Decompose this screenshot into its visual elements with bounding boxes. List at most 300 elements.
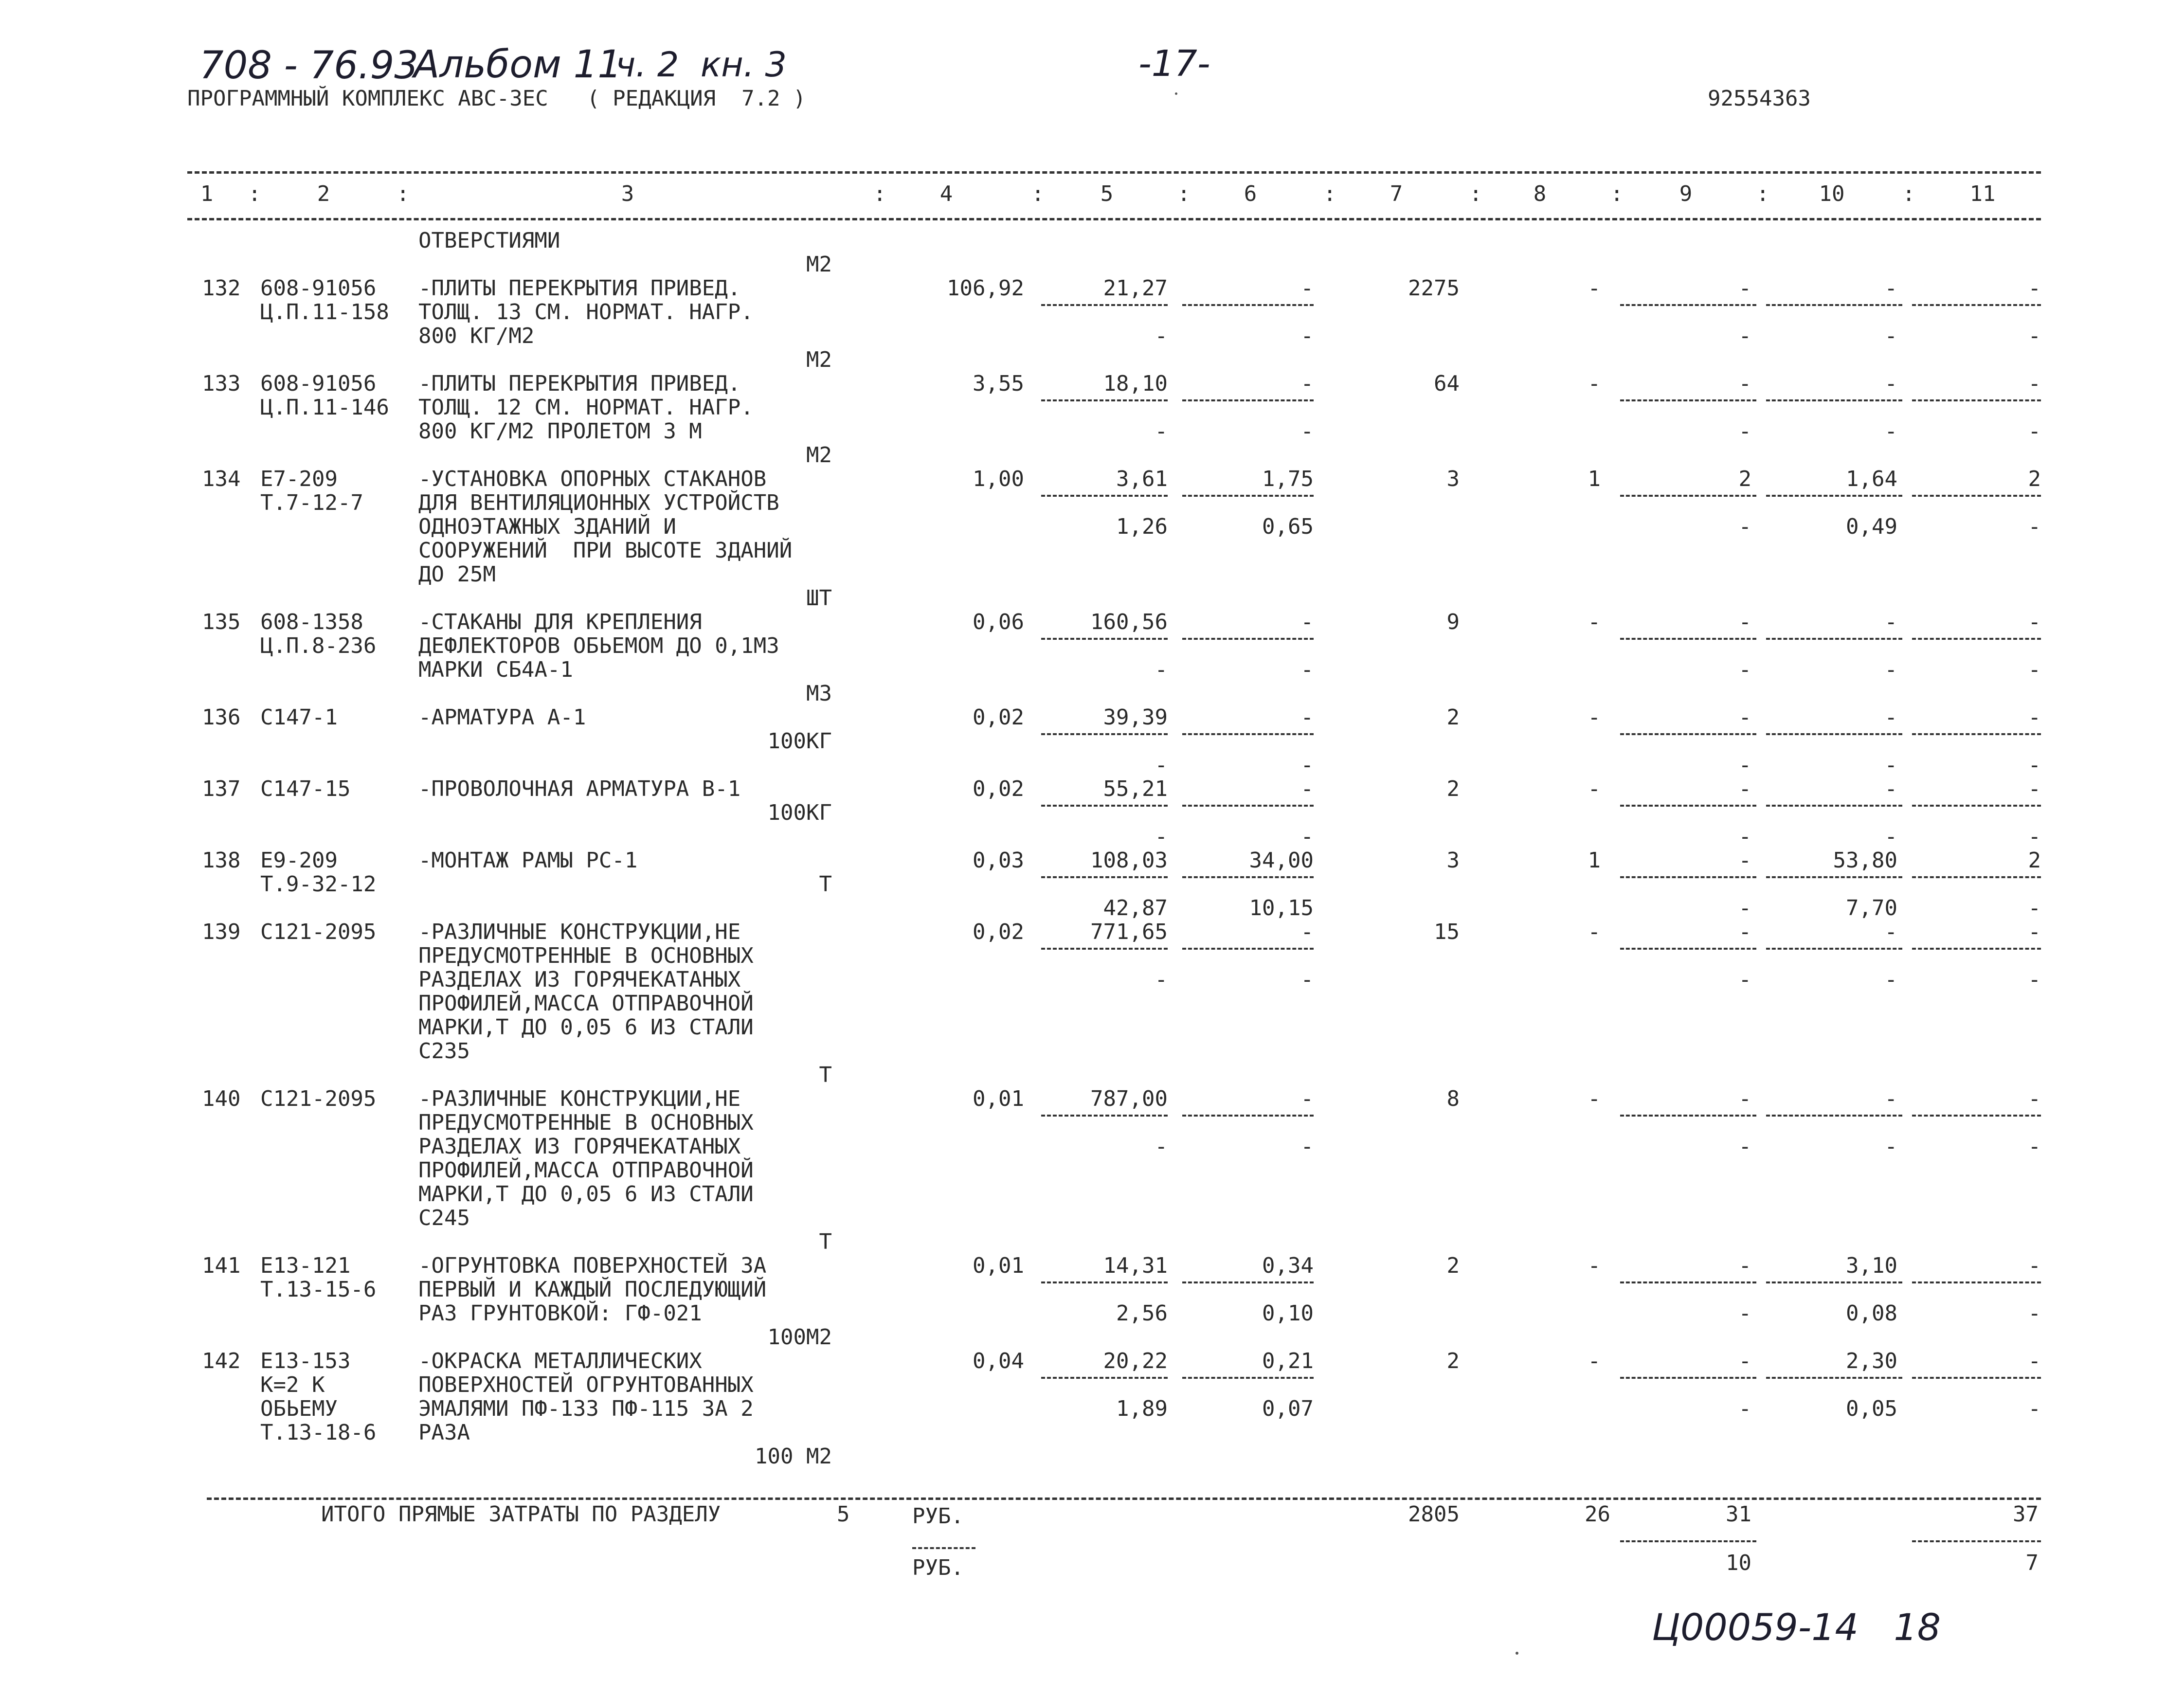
value-separator — [1041, 948, 1168, 950]
value-separator — [1912, 638, 2041, 640]
row-quantity: 0,04 — [973, 1349, 1024, 1373]
row-c9-lower: - — [1738, 1301, 1751, 1326]
row-c6-upper: 34,00 — [1249, 848, 1314, 873]
row-code: С147-1 — [260, 705, 338, 730]
row-c6-lower: - — [1300, 419, 1314, 444]
row-col7: 2 — [1446, 1253, 1460, 1278]
row-col7: 9 — [1446, 610, 1460, 634]
row-c11-upper: - — [2028, 1349, 2041, 1373]
row-c9-upper: - — [1738, 848, 1751, 873]
value-separator — [1912, 495, 2041, 497]
value-separator — [1766, 399, 1902, 401]
column-header: 9 — [1679, 181, 1693, 206]
row-c9-lower: - — [1738, 1396, 1751, 1421]
row-c5-upper: 20,22 — [1103, 1349, 1168, 1373]
table-top-rule — [187, 171, 2041, 174]
row-c5-upper: 18,10 — [1103, 371, 1168, 396]
row-description: С235 — [418, 1039, 470, 1064]
row-c6-upper: - — [1300, 371, 1314, 396]
row-c10-lower: - — [1884, 824, 1897, 849]
handwritten-code: 708 - 76.93 — [199, 44, 418, 88]
row-c9-lower: - — [1738, 896, 1751, 920]
row-c5-lower: - — [1155, 419, 1168, 444]
row-c6-upper: 0,21 — [1262, 1349, 1314, 1373]
value-separator — [1912, 304, 2041, 306]
value-separator — [1912, 733, 2041, 735]
row-c5-lower: 1,26 — [1116, 514, 1168, 539]
total-col7: 2805 — [1408, 1502, 1460, 1527]
row-code: Е9-209 — [260, 848, 338, 873]
row-code: 608-91056 — [260, 276, 377, 301]
row-code: Е7-209 — [260, 467, 338, 491]
row-c5-lower: - — [1155, 657, 1168, 682]
row-description: -ПЛИТЫ ПЕРЕКРЫТИЯ ПРИВЕД. — [418, 371, 741, 396]
row-description: -РАЗЛИЧНЫЕ КОНСТРУКЦИИ,НЕ — [418, 920, 741, 944]
row-c10-lower: - — [1884, 967, 1897, 992]
row-c9-upper: - — [1738, 920, 1751, 944]
column-header: 5 — [1100, 181, 1114, 206]
row-c11-lower: - — [2028, 896, 2041, 920]
row-c11-upper: - — [2028, 1253, 2041, 1278]
row-c5-lower: - — [1155, 1134, 1168, 1159]
row-c5-lower: 1,89 — [1116, 1396, 1168, 1421]
value-separator — [1182, 733, 1314, 735]
row-number: 141 — [202, 1253, 241, 1278]
column-separator: : — [1031, 181, 1045, 206]
row-c10-upper: - — [1884, 371, 1897, 396]
row-c5-upper: 39,39 — [1103, 705, 1168, 730]
row-number: 139 — [202, 920, 241, 944]
footer-handwritten-code: Ц00059-14 18 — [1652, 1606, 1941, 1649]
row-description: ПРЕДУСМОТРЕННЫЕ В ОСНОВНЫХ — [418, 943, 754, 968]
row-code: ОБЬЕМУ — [260, 1396, 338, 1421]
value-separator — [1041, 304, 1168, 306]
row-col8: - — [1588, 1253, 1601, 1278]
row-c11-upper: 2 — [2028, 467, 2041, 491]
value-separator — [1182, 948, 1314, 950]
speck — [1516, 1652, 1518, 1655]
row-c6-upper: - — [1300, 276, 1314, 301]
value-separator — [1041, 1377, 1168, 1379]
unit-label: М2 — [806, 252, 832, 277]
value-separator — [1182, 1281, 1314, 1283]
row-description: ОДНОЭТАЖНЫХ ЗДАНИЙ И — [418, 514, 676, 539]
column-header: 4 — [939, 181, 953, 206]
row-code: С121-2095 — [260, 1086, 377, 1111]
unit-label: М2 — [806, 347, 832, 372]
value-separator — [1620, 876, 1756, 878]
row-code: К=2 К — [260, 1372, 325, 1397]
row-c10-upper: 53,80 — [1833, 848, 1897, 873]
row-col8: - — [1588, 276, 1601, 301]
value-separator — [1620, 1377, 1756, 1379]
column-header: 3 — [621, 181, 634, 206]
value-separator — [1620, 495, 1756, 497]
row-code: С121-2095 — [260, 920, 377, 944]
row-c11-lower: - — [2028, 657, 2041, 682]
value-separator — [1041, 805, 1168, 807]
total-col11: 37 — [2013, 1502, 2039, 1527]
row-c11-lower: - — [2028, 1134, 2041, 1159]
row-description: ПРЕДУСМОТРЕННЫЕ В ОСНОВНЫХ — [418, 1110, 754, 1135]
row-col7: 2 — [1446, 705, 1460, 730]
row-quantity: 3,55 — [973, 371, 1024, 396]
row-col8: - — [1588, 705, 1601, 730]
row-c11-upper: 2 — [2028, 848, 2041, 873]
row-c11-lower: - — [2028, 324, 2041, 348]
row-number: 133 — [202, 371, 241, 396]
row-col8: - — [1588, 371, 1601, 396]
value-separator — [1766, 1115, 1902, 1117]
column-header: 1 — [200, 181, 214, 206]
row-c5-upper: 21,27 — [1103, 276, 1168, 301]
value-separator — [1766, 948, 1902, 950]
total-col8: 26 — [1585, 1502, 1610, 1527]
row-c11-upper: - — [2028, 920, 2041, 944]
row-number: 138 — [202, 848, 241, 873]
column-header: 10 — [1819, 181, 1845, 206]
row-code: Ц.П.11-146 — [260, 395, 389, 420]
value-separator — [1912, 399, 2041, 401]
row-quantity: 0,03 — [973, 848, 1024, 873]
row-c11-upper: - — [2028, 610, 2041, 634]
column-separator: : — [873, 181, 886, 206]
row-c10-upper: - — [1884, 776, 1897, 801]
row-c11-upper: - — [2028, 705, 2041, 730]
total-col9-rule — [1620, 1540, 1756, 1542]
row-description: -АРМАТУРА А-1 — [418, 705, 586, 730]
row-description: ПРОФИЛЕЙ,МАССА ОТПРАВОЧНОЙ — [418, 991, 754, 1016]
row-code: Ц.П.8-236 — [260, 633, 377, 658]
column-header: 2 — [317, 181, 330, 206]
row-c11-lower: - — [2028, 419, 2041, 444]
row-c10-lower: 7,70 — [1846, 896, 1897, 920]
row-description: ДО 25М — [418, 562, 496, 587]
unit-label: Т — [819, 872, 832, 897]
document-number: 92554363 — [1708, 86, 1811, 111]
row-description: -МОНТАЖ РАМЫ РС-1 — [418, 848, 638, 873]
column-header: 6 — [1244, 181, 1257, 206]
currency-underline — [912, 1547, 975, 1549]
row-c10-lower: 0,05 — [1846, 1396, 1897, 1421]
value-separator — [1912, 1377, 2041, 1379]
row-description: -РАЗЛИЧНЫЕ КОНСТРУКЦИИ,НЕ — [418, 1086, 741, 1111]
row-c11-lower: - — [2028, 967, 2041, 992]
row-c9-lower: - — [1738, 967, 1751, 992]
unit-label: 100КГ — [767, 729, 832, 754]
value-separator — [1620, 805, 1756, 807]
row-c5-lower: - — [1155, 824, 1168, 849]
total-currency: РУБ. — [912, 1504, 964, 1529]
row-col7: 2 — [1446, 1349, 1460, 1373]
row-description: ЭМАЛЯМИ ПФ-133 ПФ-115 ЗА 2 — [418, 1396, 754, 1421]
total-col11-low: 7 — [2025, 1551, 2039, 1575]
row-description: СООРУЖЕНИЙ ПРИ ВЫСОТЕ ЗДАНИЙ — [418, 538, 793, 563]
row-number: 142 — [202, 1349, 241, 1373]
value-separator — [1620, 948, 1756, 950]
unit-label: 100КГ — [767, 800, 832, 825]
row-col7: 3 — [1446, 467, 1460, 491]
program-line: ПРОГРАММНЫЙ КОМПЛЕКС АВС-3ЕС ( РЕДАКЦИЯ 7.2 ) — [187, 86, 806, 111]
row-number: 134 — [202, 467, 241, 491]
value-separator — [1912, 805, 2041, 807]
value-separator — [1912, 876, 2041, 878]
handwritten-part: ч. 2 кн. 3 — [615, 45, 787, 85]
total-col9-low: 10 — [1726, 1551, 1751, 1575]
row-quantity: 106,92 — [947, 276, 1024, 301]
row-c9-upper: - — [1738, 1086, 1751, 1111]
row-c6-lower: 0,65 — [1262, 514, 1314, 539]
column-separator: : — [248, 181, 261, 206]
row-c10-upper: - — [1884, 276, 1897, 301]
value-separator — [1620, 638, 1756, 640]
row-c5-upper: 787,00 — [1090, 1086, 1168, 1111]
column-separator: : — [1756, 181, 1769, 206]
row-description: С245 — [418, 1206, 470, 1230]
row-c6-upper: - — [1300, 705, 1314, 730]
value-separator — [1182, 495, 1314, 497]
row-col8: - — [1588, 610, 1601, 634]
row-c6-lower: - — [1300, 824, 1314, 849]
row-description: РАЗА — [418, 1420, 470, 1445]
value-separator — [1766, 805, 1902, 807]
column-separator: : — [1177, 181, 1191, 206]
row-number: 137 — [202, 776, 241, 801]
row-col7: 2 — [1446, 776, 1460, 801]
column-separator: : — [1323, 181, 1336, 206]
unit-label: 100М2 — [767, 1325, 832, 1350]
row-col7: 3 — [1446, 848, 1460, 873]
row-c10-upper: - — [1884, 610, 1897, 634]
row-c9-upper: - — [1738, 776, 1751, 801]
value-separator — [1182, 304, 1314, 306]
value-separator — [1182, 1377, 1314, 1379]
row-c10-upper: - — [1884, 705, 1897, 730]
row-c10-lower: 0,08 — [1846, 1301, 1897, 1326]
row-c6-upper: - — [1300, 920, 1314, 944]
row-number: 132 — [202, 276, 241, 301]
value-separator — [1912, 1281, 2041, 1283]
total-col9: 31 — [1726, 1502, 1751, 1527]
row-code: Т.13-18-6 — [260, 1420, 377, 1445]
row-c11-upper: - — [2028, 371, 2041, 396]
row-code: 608-91056 — [260, 371, 377, 396]
row-description: -УСТАНОВКА ОПОРНЫХ СТАКАНОВ — [418, 467, 767, 491]
row-c6-lower: - — [1300, 967, 1314, 992]
row-description: МАРКИ,Т ДО 0,05 6 ИЗ СТАЛИ — [418, 1015, 754, 1040]
row-c5-lower: 2,56 — [1116, 1301, 1168, 1326]
row-number: 136 — [202, 705, 241, 730]
value-separator — [1766, 1377, 1902, 1379]
row-description: РАЗ ГРУНТОВКОЙ: ГФ-021 — [418, 1301, 702, 1326]
row-c11-upper: - — [2028, 776, 2041, 801]
value-separator — [1041, 1115, 1168, 1117]
row-c6-lower: - — [1300, 324, 1314, 348]
row-quantity: 0,02 — [973, 705, 1024, 730]
value-separator — [1766, 304, 1902, 306]
row-code: Ц.П.11-158 — [260, 300, 389, 325]
row-col8: - — [1588, 1086, 1601, 1111]
row-description: ТОЛЩ. 12 СМ. НОРМАТ. НАГР. — [418, 395, 754, 420]
row-c6-lower: - — [1300, 1134, 1314, 1159]
value-separator — [1041, 399, 1168, 401]
row-c6-upper: - — [1300, 1086, 1314, 1111]
row-c5-upper: 771,65 — [1090, 920, 1168, 944]
row-description: ТОЛЩ. 13 СМ. НОРМАТ. НАГР. — [418, 300, 754, 325]
row-c6-lower: - — [1300, 657, 1314, 682]
value-separator — [1182, 805, 1314, 807]
row-c10-upper: 2,30 — [1846, 1349, 1897, 1373]
row-code: Т.7-12-7 — [260, 490, 363, 515]
column-separator: : — [1610, 181, 1624, 206]
total-label: ИТОГО ПРЯМЫЕ ЗАТРАТЫ ПО РАЗДЕЛУ — [321, 1502, 721, 1527]
row-code: 608-1358 — [260, 610, 363, 634]
row-c6-lower: 0,10 — [1262, 1301, 1314, 1326]
page-number: -17- — [1138, 43, 1210, 85]
row-c10-lower: - — [1884, 753, 1897, 777]
row-description: РАЗДЕЛАХ ИЗ ГОРЯЧЕКАТАНЫХ — [418, 967, 741, 992]
speck — [1175, 92, 1177, 95]
row-c9-upper: 2 — [1738, 467, 1751, 491]
value-separator — [1912, 1115, 2041, 1117]
value-separator — [1041, 1281, 1168, 1283]
row-c9-upper: - — [1738, 1253, 1751, 1278]
row-c11-lower: - — [2028, 1301, 2041, 1326]
row-col8: 1 — [1588, 848, 1601, 873]
row-c9-lower: - — [1738, 824, 1751, 849]
row-col8: - — [1588, 1349, 1601, 1373]
row-c10-lower: - — [1884, 1134, 1897, 1159]
row-code: Е13-121 — [260, 1253, 351, 1278]
row-c9-lower: - — [1738, 1134, 1751, 1159]
row-code: С147-15 — [260, 776, 351, 801]
row-description: ДЛЯ ВЕНТИЛЯЦИОННЫХ УСТРОЙСТВ — [418, 490, 779, 515]
total-currency-second: РУБ. — [912, 1555, 964, 1580]
value-separator — [1182, 1115, 1314, 1117]
row-col8: 1 — [1588, 467, 1601, 491]
value-separator — [1766, 1281, 1902, 1283]
row-description: ПЕРВЫЙ И КАЖДЫЙ ПОСЛЕДУЮЩИЙ — [418, 1277, 767, 1302]
row-c9-upper: - — [1738, 1349, 1751, 1373]
row-col8: - — [1588, 776, 1601, 801]
row-c9-upper: - — [1738, 705, 1751, 730]
unit-label: 100 М2 — [755, 1444, 832, 1469]
row-quantity: 0,02 — [973, 920, 1024, 944]
row-description: МАРКИ СБ4А-1 — [418, 657, 573, 682]
row-c6-upper: - — [1300, 776, 1314, 801]
row-quantity: 0,01 — [973, 1253, 1024, 1278]
row-description: МАРКИ,Т ДО 0,05 6 ИЗ СТАЛИ — [418, 1182, 754, 1207]
row-code: Е13-153 — [260, 1349, 351, 1373]
column-separator: : — [1902, 181, 1915, 206]
value-separator — [1182, 399, 1314, 401]
value-separator — [1766, 638, 1902, 640]
value-separator — [1766, 495, 1902, 497]
row-code: Т.9-32-12 — [260, 872, 377, 897]
row-c9-upper: - — [1738, 371, 1751, 396]
column-separator: : — [1469, 181, 1482, 206]
column-header: 11 — [1969, 181, 1996, 206]
row-description: -ПЛИТЫ ПЕРЕКРЫТИЯ ПРИВЕД. — [418, 276, 741, 301]
row-c5-lower: - — [1155, 967, 1168, 992]
row-c11-lower: - — [2028, 753, 2041, 777]
row-c9-lower: - — [1738, 657, 1751, 682]
row-description: 800 КГ/М2 — [418, 324, 535, 348]
row-c9-upper: - — [1738, 610, 1751, 634]
row-c6-upper: 1,75 — [1262, 467, 1314, 491]
continuation-text: ОТВЕРСТИЯМИ — [418, 228, 560, 253]
row-quantity: 0,01 — [973, 1086, 1024, 1111]
total-section: 5 — [837, 1502, 850, 1527]
row-description: -ОКРАСКА МЕТАЛЛИЧЕСКИХ — [418, 1349, 702, 1373]
row-col8: - — [1588, 920, 1601, 944]
value-separator — [1620, 399, 1756, 401]
column-header: 8 — [1533, 181, 1547, 206]
row-c5-upper: 160,56 — [1090, 610, 1168, 634]
row-c6-lower: 10,15 — [1249, 896, 1314, 920]
row-c5-upper: 3,61 — [1116, 467, 1168, 491]
row-c9-lower: - — [1738, 324, 1751, 348]
unit-label: Т — [819, 1229, 832, 1254]
row-quantity: 0,02 — [973, 776, 1024, 801]
row-quantity: 1,00 — [973, 467, 1024, 491]
unit-label: М3 — [806, 681, 832, 706]
row-c5-lower: - — [1155, 324, 1168, 348]
value-separator — [1912, 948, 2041, 950]
value-separator — [1182, 638, 1314, 640]
value-separator — [1620, 733, 1756, 735]
row-description: 800 КГ/М2 ПРОЛЕТОМ 3 М — [418, 419, 702, 444]
row-c6-upper: 0,34 — [1262, 1253, 1314, 1278]
value-separator — [1766, 876, 1902, 878]
row-c11-lower: - — [2028, 514, 2041, 539]
row-quantity: 0,06 — [973, 610, 1024, 634]
row-c10-lower: - — [1884, 324, 1897, 348]
row-c9-upper: - — [1738, 276, 1751, 301]
value-separator — [1620, 304, 1756, 306]
value-separator — [1620, 1115, 1756, 1117]
row-col7: 15 — [1434, 920, 1460, 944]
row-c11-lower: - — [2028, 824, 2041, 849]
row-c5-lower: - — [1155, 753, 1168, 777]
column-separator: : — [397, 181, 410, 206]
row-c10-upper: - — [1884, 920, 1897, 944]
row-c10-lower: 0,49 — [1846, 514, 1897, 539]
value-separator — [1041, 638, 1168, 640]
row-c10-upper: 1,64 — [1846, 467, 1897, 491]
row-c10-upper: - — [1884, 1086, 1897, 1111]
row-c5-upper: 108,03 — [1090, 848, 1168, 873]
row-c9-lower: - — [1738, 753, 1751, 777]
value-separator — [1041, 733, 1168, 735]
row-description: -СТАКАНЫ ДЛЯ КРЕПЛЕНИЯ — [418, 610, 702, 634]
totals-rule — [207, 1498, 2041, 1500]
row-c11-upper: - — [2028, 1086, 2041, 1111]
row-description: РАЗДЕЛАХ ИЗ ГОРЯЧЕКАТАНЫХ — [418, 1134, 741, 1159]
row-c9-lower: - — [1738, 419, 1751, 444]
unit-label: Т — [819, 1063, 832, 1087]
column-header: 7 — [1390, 181, 1403, 206]
value-separator — [1766, 733, 1902, 735]
row-number: 135 — [202, 610, 241, 634]
row-description: ДЕФЛЕКТОРОВ ОБЬЕМОМ ДО 0,1М3 — [418, 633, 779, 658]
table-header-rule — [187, 218, 2041, 220]
row-col7: 2275 — [1408, 276, 1460, 301]
value-separator — [1620, 1281, 1756, 1283]
row-col7: 8 — [1446, 1086, 1460, 1111]
row-c6-lower: - — [1300, 753, 1314, 777]
unit-label: М2 — [806, 443, 832, 468]
